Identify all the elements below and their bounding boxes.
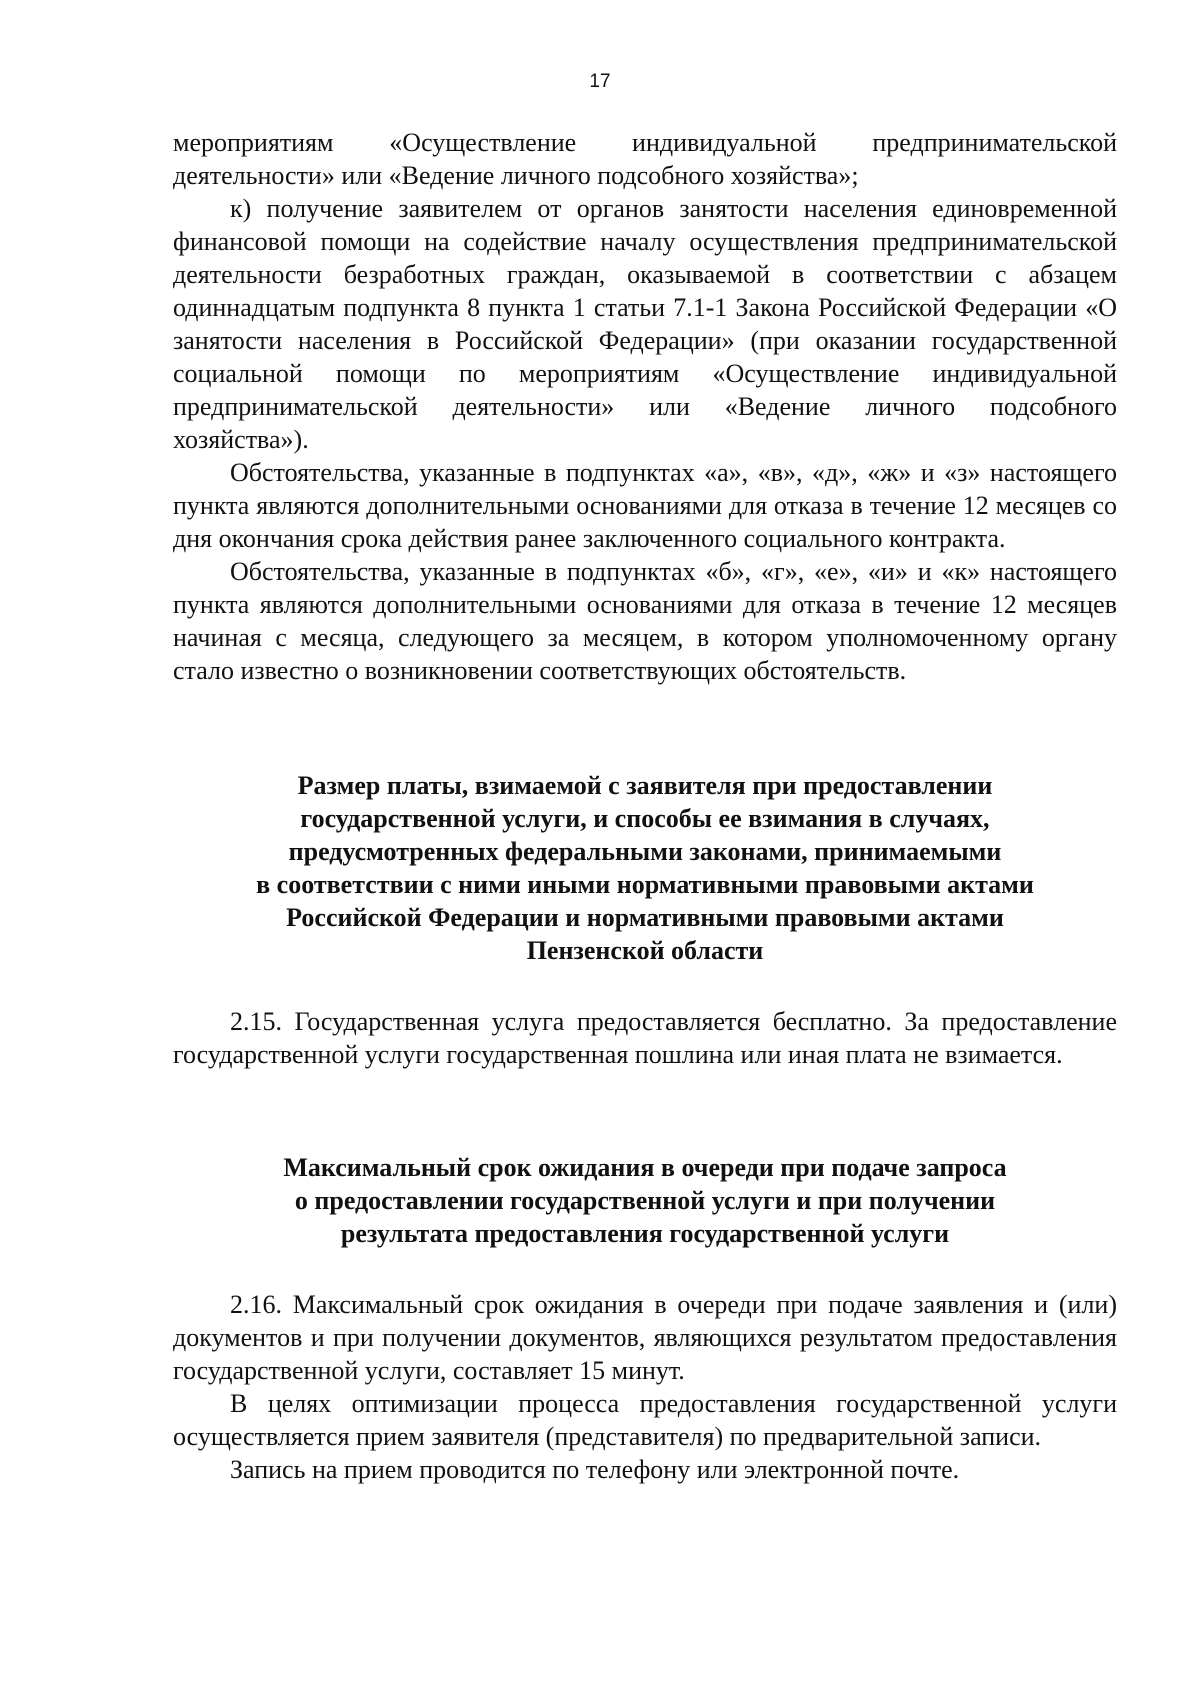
heading-line: предусмотренных федеральными законами, принимаемыми <box>288 837 1002 866</box>
heading-line: о предоставлении государственной услуги и при получении <box>294 1186 996 1215</box>
paragraph-continuation: мероприятиям «Осуществление индивидуальной предпринимательской деятельности» или «Ведение личного подсобного хозяйства»; <box>173 128 1117 190</box>
page-number: 17 <box>589 71 611 92</box>
heading-line: результата предоставления государственной услуги <box>340 1219 950 1248</box>
heading-line: Максимальный срок ожидания в очереди при подаче запроса <box>283 1153 1007 1182</box>
document-body <box>173 126 1117 1486</box>
heading-line: Пензенской области <box>526 936 764 965</box>
paragraph-item-k: к) получение заявителем от органов занятости населения единовременной финансовой помощи на содействие началу осуществления предпринимательской деятельности безработных граждан, оказываемой в соответствии с абзацем одиннадцатым подпункта 8 пункта 1 статьи 7.1-1 Закона Российской Федерации «О занятости населения в Российской Федерации» (при оказании государственной социальной помощи по мероприятиям «Осуществление индивидуальной предпринимательской деятельности» или «Ведение личного подсобного хозяйства»). <box>173 194 1117 454</box>
section-heading-queue <box>173 1151 1117 1250</box>
heading-line: в соответствии с ними иными нормативными правовыми актами <box>256 870 1034 899</box>
paragraph-circumstances-1: Обстоятельства, указанные в подпунктах «а», «в», «д», «ж» и «з» настоящего пункта являются дополнительными основаниями для отказа в течение 12 месяцев со дня окончания срока действия ранее заключенного социального контракта. <box>173 458 1117 553</box>
heading-line: государственной услуги, и способы ее взимания в случаях, <box>300 804 990 833</box>
paragraph-2-16: 2.16. Максимальный срок ожидания в очереди при подаче заявления и (или) документов и при получении документов, являющихся результатом предоставления государственной услуги, составляет 15 минут. <box>173 1290 1117 1385</box>
heading-line: Российской Федерации и нормативными правовыми актами <box>286 903 1004 932</box>
section-heading-fee <box>173 769 1117 967</box>
heading-line: Размер платы, взимаемой с заявителя при предоставлении <box>297 771 993 800</box>
paragraph-preregistration: В целях оптимизации процесса предоставления государственной услуги осуществляется прием заявителя (представителя) по предварительной записи. <box>173 1389 1117 1451</box>
paragraph-2-15: 2.15. Государственная услуга предоставляется бесплатно. За предоставление государственной услуги государственная пошлина или иная плата не взимается. <box>173 1007 1117 1069</box>
paragraph-circumstances-2: Обстоятельства, указанные в подпунктах «б», «г», «е», «и» и «к» настоящего пункта являются дополнительными основаниями для отказа в течение 12 месяцев начиная с месяца, следующего за месяцем, в котором уполномоченному органу стало известно о возникновении соответствующих обстоятельств. <box>173 557 1117 685</box>
paragraph-appointment: Запись на прием проводится по телефону или электронной почте. <box>230 1455 960 1484</box>
